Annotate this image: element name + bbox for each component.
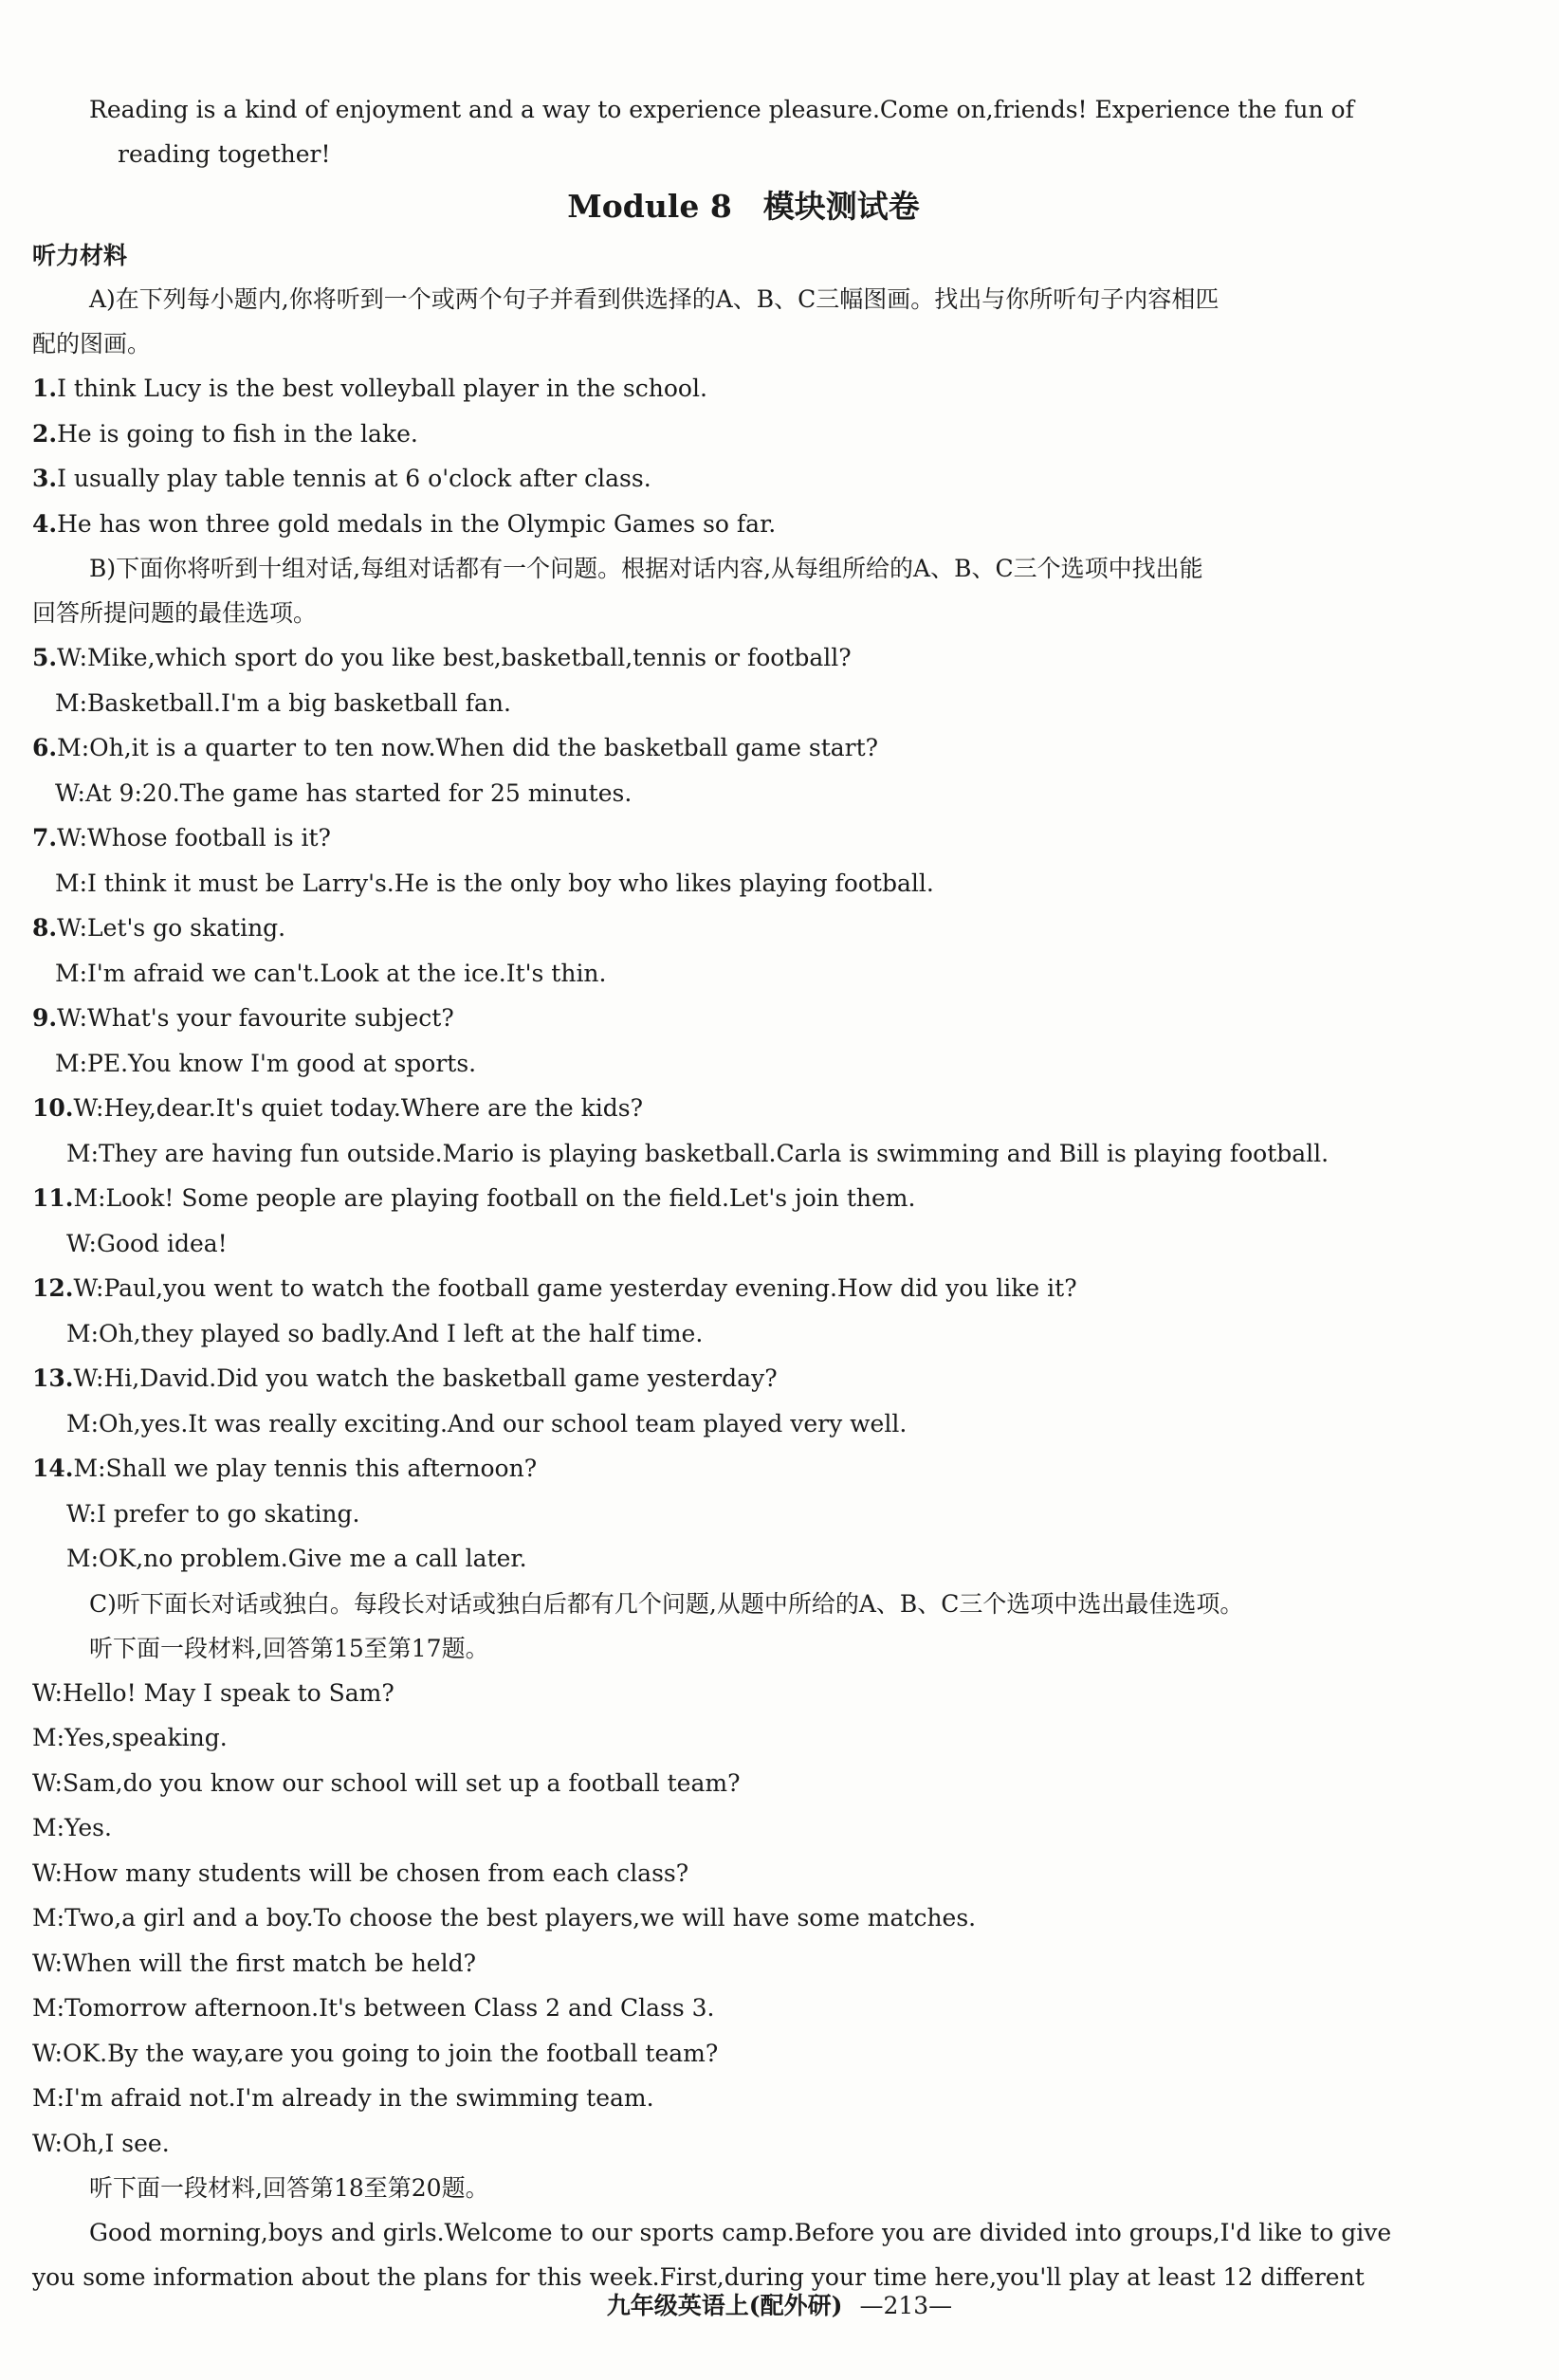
dialog-line: M:Two,a girl and a boy.To choose the best players,we will have some matches.	[32, 1904, 977, 1931]
passage-2-intro: 听下面一段材料,回答第18至第20题。	[89, 2174, 489, 2202]
question-number: 13.	[32, 1364, 74, 1392]
dialog-line	[32, 1446, 1455, 1492]
dialog-line: W:Hello! May I speak to Sam?	[32, 1678, 394, 1707]
dialog-line	[32, 1356, 1455, 1401]
dialog-line: W:When will the first match be held?	[32, 1949, 477, 1977]
dialog-line: M:PE.You know I'm good at sports.	[55, 1049, 477, 1077]
dialog-line: M:I'm afraid we can't.Look at the ice.It's thin.	[55, 959, 607, 987]
dialog-text: M:Oh,it is a quarter to ten now.When did the basketball game start?	[57, 734, 879, 761]
page-footer	[0, 2287, 1559, 2321]
question-number: 4.	[32, 509, 58, 538]
passage-2-line-1: Good morning,boys and girls.Welcome to our sports camp.Before you are divided into groups,I'd like to give	[89, 2219, 1392, 2246]
dialog-line	[32, 815, 1455, 861]
question-item	[32, 456, 1455, 502]
question-item	[32, 502, 1455, 547]
question-text: I usually play table tennis at 6 o'clock after class.	[57, 465, 651, 492]
dialog-line	[32, 725, 1455, 771]
dialog-line: M:Oh,yes.It was really exciting.And our school team played very well.	[66, 1409, 908, 1437]
question-text: I think Lucy is the best volleyball player in the school.	[57, 375, 707, 402]
passage-1-intro: 听下面一段材料,回答第15至第17题。	[89, 1634, 489, 1662]
question-number: 14.	[32, 1455, 74, 1482]
dialog-line: M:They are having fun outside.Mario is playing basketball.Carla is swimming and Bill is playing football.	[66, 1139, 1330, 1167]
question-number: 7.	[32, 824, 58, 851]
dialog-text: W:Hey,dear.It's quiet today.Where are the kids?	[73, 1094, 644, 1122]
question-number: 2.	[32, 419, 58, 448]
dialog-line: W:Good idea!	[66, 1229, 228, 1257]
question-number: 6.	[32, 734, 58, 761]
question-number: 5.	[32, 644, 58, 671]
question-number: 8.	[32, 914, 58, 942]
question-number: 9.	[32, 1004, 58, 1032]
section-b-intro-2: 回答所提问题的最佳选项。	[32, 599, 318, 627]
dialog-line: M:Yes,speaking.	[32, 1724, 228, 1751]
section-a-list	[32, 366, 1455, 546]
dialog-text: W:Hi,David.Did you watch the basketball game yesterday?	[73, 1364, 778, 1392]
dialog-line	[32, 1266, 1455, 1311]
dialog-line	[32, 635, 1455, 681]
dialog-line	[32, 996, 1455, 1041]
dialog-line	[32, 1176, 1455, 1221]
question-text: He is going to fish in the lake.	[57, 419, 418, 448]
dialog-line: M:I'm afraid not.I'm already in the swimming team.	[32, 2084, 654, 2112]
dialog-line	[32, 906, 1455, 951]
dialog-line: W:At 9:20.The game has started for 25 minutes.	[55, 778, 633, 807]
dialog-line	[32, 1086, 1455, 1131]
passage-2-line-2: you some information about the plans for this week.First,during your time here,you'll play at least 12 different	[32, 2263, 1365, 2291]
dialog-text: M:Look! Some people are playing football on the field.Let's join them.	[73, 1184, 916, 1212]
section-a-intro-1: A)在下列每小题内,你将听到一个或两个句子并看到供选择的A、B、C三幅图画。找出与你所听句子内容相匹	[89, 285, 1220, 313]
dialog-line: W:I prefer to go skating.	[66, 1499, 360, 1528]
page-title: Module 8 模块测试卷	[567, 188, 920, 225]
dialog-text: M:Shall we play tennis this afternoon?	[73, 1455, 538, 1482]
dialog-line: W:OK.By the way,are you going to join the football team?	[32, 2039, 719, 2067]
question-number: 1.	[32, 375, 58, 402]
dialog-line: M:Yes.	[32, 1814, 112, 1841]
dialog-text: W:Let's go skating.	[57, 914, 286, 942]
dialog-line: M:Oh,they played so badly.And I left at the half time.	[66, 1319, 704, 1347]
question-item	[32, 366, 1455, 412]
dialog-line: W:Sam,do you know our school will set up a football team?	[32, 1768, 741, 1797]
section-c-intro: C)听下面长对话或独白。每段长对话或独白后都有几个问题,从题中所给的A、B、C三个选项中选出最佳选项。	[89, 1589, 1244, 1618]
page-number: —213—	[859, 2292, 953, 2319]
dialog-line: M:I think it must be Larry's.He is the only boy who likes playing football.	[55, 869, 934, 897]
section-b-list	[32, 635, 1455, 1582]
dialog-text: W:What's your favourite subject?	[57, 1004, 454, 1032]
question-number: 11.	[32, 1184, 74, 1212]
question-text: He has won three gold medals in the Olympic Games so far.	[57, 509, 777, 538]
dialog-line: M:Tomorrow afternoon.It's between Class 2 and Class 3.	[32, 1994, 715, 2022]
book-title: 九年级英语上(配外研)	[606, 2292, 843, 2319]
section-b-intro-1: B)下面你将听到十组对话,每组对话都有一个问题。根据对话内容,从每组所给的A、B、C三个选项中找出能	[89, 555, 1203, 582]
dialog-line: W:Oh,I see.	[32, 2129, 170, 2157]
question-number: 12.	[32, 1274, 74, 1302]
passage-1	[32, 1671, 1455, 2167]
intro-line-2: reading together!	[118, 140, 331, 168]
dialog-line: W:How many students will be chosen from each class?	[32, 1858, 689, 1887]
question-item	[32, 412, 1455, 457]
intro-line-1: Reading is a kind of enjoyment and a way to experience pleasure.Come on,friends! Experience the fun of	[89, 96, 1354, 123]
page-body	[32, 87, 1455, 2299]
question-number: 3.	[32, 465, 58, 492]
dialog-line: M:Basketball.I'm a big basketball fan.	[55, 688, 511, 717]
dialog-text: W:Paul,you went to watch the football game yesterday evening.How did you like it?	[73, 1274, 1077, 1302]
dialog-text: W:Mike,which sport do you like best,basketball,tennis or football?	[57, 644, 852, 671]
question-number: 10.	[32, 1094, 74, 1122]
section-a-intro-2: 配的图画。	[32, 330, 152, 357]
listening-heading: 听力材料	[32, 242, 128, 269]
dialog-text: W:Whose football is it?	[57, 824, 331, 851]
dialog-line: M:OK,no problem.Give me a call later.	[66, 1545, 527, 1572]
